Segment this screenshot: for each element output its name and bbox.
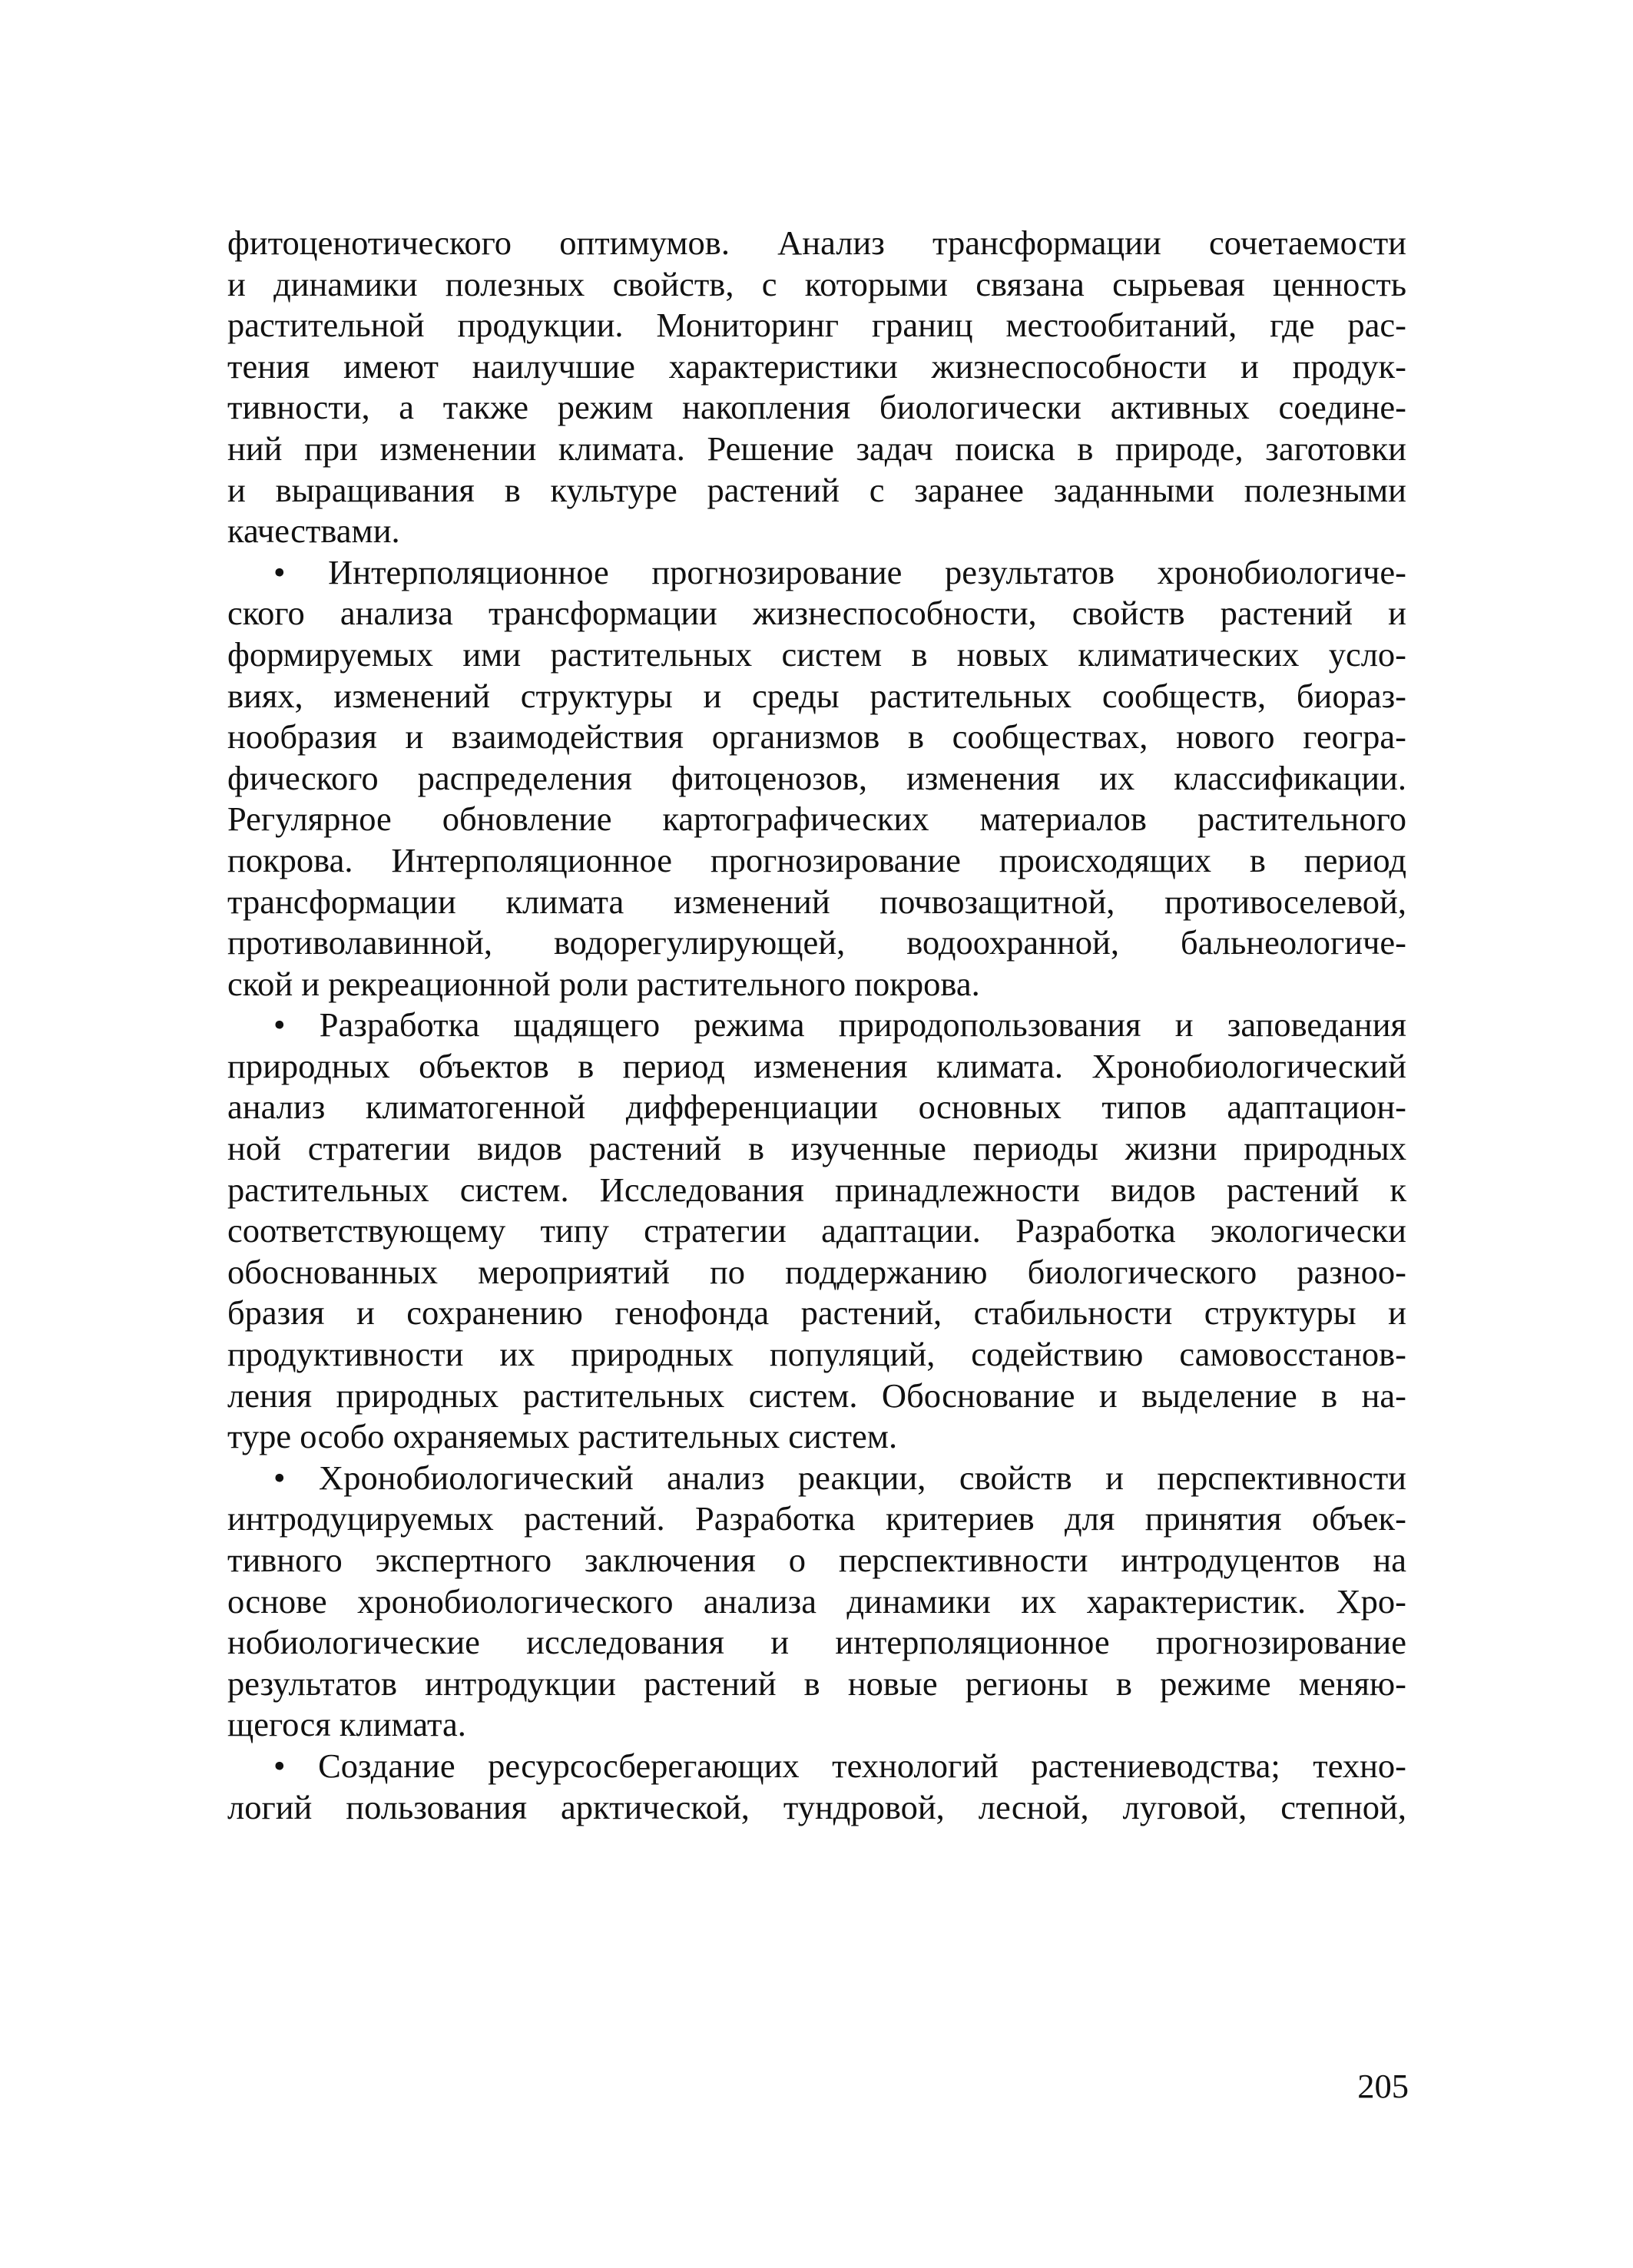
text-line: Регулярное обновление картографических материалов растительного <box>227 800 1406 839</box>
text-line: трансформации климата изменений почвозащитной, противоселевой, <box>227 882 1406 921</box>
bullet-paragraph <box>227 1746 1406 1828</box>
page-number: 205 <box>1357 2067 1409 2105</box>
text-line: и динамики полезных свойств, с которыми связана сырьевая ценность <box>227 264 1406 303</box>
bullet-paragraph <box>227 1458 1406 1746</box>
text-line: • Хронобиологический анализ реакции, свойств и перспективности <box>273 1458 1406 1497</box>
text-line: ний при изменении климата. Решение задач поиска в природе, заготовки <box>227 429 1406 468</box>
text-line: противолавинной, водорегулирующей, водоохранной, бальнеологиче- <box>227 923 1406 962</box>
text-line: фического распределения фитоценозов, изменения их классификации. <box>227 758 1406 797</box>
text-line: виях, изменений структуры и среды растительных сообществ, биораз- <box>227 676 1406 715</box>
text-line: основе хронобиологического анализа динамики их характеристик. Хро- <box>227 1581 1406 1621</box>
text-line: ной стратегии видов растений в изученные периоды жизни природных <box>227 1129 1406 1168</box>
text-line: соответствующему типу стратегии адаптации. Разработка экологически <box>227 1211 1406 1250</box>
text-line: бразия и сохранению генофонда растений, стабильности структуры и <box>227 1293 1406 1333</box>
text-line: • Создание ресурсосберегающих технологий растениеводства; техно- <box>273 1746 1406 1785</box>
text-line: результатов интродукции растений в новые регионы в режиме меняю- <box>227 1664 1406 1703</box>
bullet-paragraph <box>227 552 1406 1005</box>
text-line: логий пользования арктической, тундровой, лесной, луговой, степной, <box>227 1787 1406 1826</box>
text-line: фитоценотического оптимумов. Анализ трансформации сочетаемости <box>227 223 1406 262</box>
text-line: качествами. <box>227 512 400 551</box>
text-line: ского анализа трансформации жизнеспособности, свойств растений и <box>227 594 1406 633</box>
text-line: тивности, а также режим накопления биологически активных соедине- <box>227 388 1406 427</box>
text-line: нообразия и взаимодействия организмов в сообществах, нового геогра- <box>227 717 1406 757</box>
paragraph <box>227 223 1406 552</box>
text-line: ления природных растительных систем. Обоснование и выделение в на- <box>227 1376 1406 1415</box>
text-line: • Интерполяционное прогнозирование результатов хронобиологиче- <box>273 552 1406 591</box>
text-line: формируемых ими растительных систем в новых климатических усло- <box>227 634 1406 674</box>
text-line: обоснованных мероприятий по поддержанию биологического разноо- <box>227 1252 1406 1291</box>
text-line: растительных систем. Исследования принадлежности видов растений к <box>227 1170 1406 1209</box>
text-line: ской и рекреационной роли растительного покрова. <box>227 964 980 1003</box>
bullet-paragraph <box>227 1005 1406 1458</box>
text-line: тения имеют наилучшие характеристики жизнеспособности и продук- <box>227 346 1406 386</box>
text-line: щегося климата. <box>227 1705 466 1744</box>
text-line: тивного экспертного заключения о перспективности интродуцентов на <box>227 1541 1406 1579</box>
text-line: растительной продукции. Мониторинг границ местообитаний, где рас- <box>227 306 1406 345</box>
text-line: анализ климатогенной дифференциации основных типов адаптацион- <box>227 1088 1406 1127</box>
text-line: продуктивности их природных популяций, содействию самовосстанов- <box>227 1335 1406 1374</box>
text-line: интродуцируемых растений. Разработка критериев для принятия объек- <box>227 1499 1406 1538</box>
text-line: и выращивания в культуре растений с заранее заданными полезными <box>227 470 1406 509</box>
text-line: природных объектов в период изменения климата. Хронобиологический <box>227 1046 1406 1085</box>
text-line: • Разработка щадящего режима природопользования и заповедания <box>273 1005 1406 1045</box>
text-line: туре особо охраняемых растительных систем. <box>227 1417 898 1456</box>
text-line: покрова. Интерполяционное прогнозирование происходящих в период <box>227 840 1406 879</box>
body-text <box>227 223 1406 1828</box>
text-line: нобиологические исследования и интерполяционное прогнозирование <box>227 1623 1406 1662</box>
